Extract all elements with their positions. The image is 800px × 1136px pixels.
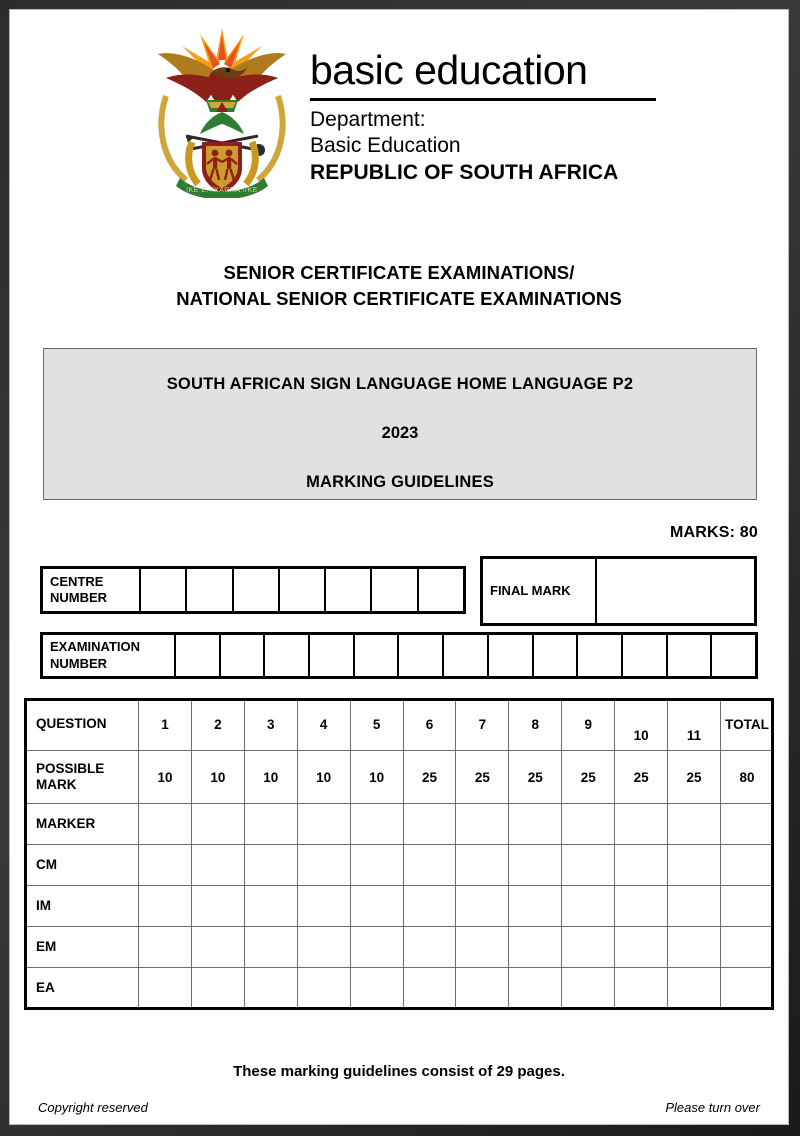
mark-entry-cell[interactable] (562, 886, 615, 927)
mark-entry-cell[interactable] (297, 968, 350, 1009)
examination-number-cell[interactable] (534, 635, 579, 676)
mark-row-label: EA (25, 968, 139, 1009)
examination-number-label-line1: EXAMINATION (50, 639, 141, 655)
centre-number-cell[interactable] (187, 569, 233, 611)
centre-number-label-line2: NUMBER (50, 590, 108, 605)
logo-divider (310, 98, 656, 101)
subject-document-type: MARKING GUIDELINES (306, 473, 494, 491)
possible-mark-cell: 25 (668, 751, 721, 804)
mark-entry-cell[interactable] (668, 927, 721, 968)
table-row (25, 927, 774, 968)
mark-entry-cell[interactable] (297, 845, 350, 886)
mark-entry-cell[interactable] (668, 968, 721, 1009)
mark-entry-cell[interactable] (668, 845, 721, 886)
examination-number-box (40, 632, 758, 679)
mark-entry-cell[interactable] (139, 804, 192, 845)
mark-entry-cell[interactable] (562, 927, 615, 968)
examination-number-cell[interactable] (489, 635, 534, 676)
possible-total-cell: 80 (720, 751, 773, 804)
examination-number-cell[interactable] (623, 635, 668, 676)
centre-number-cell[interactable] (326, 569, 372, 611)
question-number-cell: 10 (615, 699, 668, 751)
mark-entry-cell[interactable] (191, 845, 244, 886)
mark-entry-cell[interactable] (244, 886, 297, 927)
examination-number-cell[interactable] (176, 635, 221, 676)
logo-title: basic education (310, 47, 588, 93)
question-number-cell: 7 (456, 699, 509, 751)
page-sheet (9, 9, 789, 1125)
possible-mark-cell: 10 (139, 751, 192, 804)
mark-entry-cell[interactable] (720, 804, 773, 845)
mark-entry-cell[interactable] (668, 804, 721, 845)
examination-number-cell[interactable] (265, 635, 310, 676)
mark-entry-cell[interactable] (191, 804, 244, 845)
examination-number-cell[interactable] (310, 635, 355, 676)
mark-entry-cell[interactable] (509, 804, 562, 845)
question-number-cell: 11 (668, 699, 721, 751)
letterhead (10, 20, 788, 198)
mark-entry-cell[interactable] (403, 886, 456, 927)
mark-entry-cell[interactable] (403, 927, 456, 968)
examination-number-cells (176, 635, 755, 676)
centre-number-cell[interactable] (419, 569, 463, 611)
mark-entry-cell[interactable] (562, 804, 615, 845)
examination-number-label (43, 635, 176, 676)
logo-country: REPUBLIC OF SOUTH AFRICA (310, 160, 619, 184)
question-number-cell: 6 (403, 699, 456, 751)
mark-entry-cell[interactable] (191, 886, 244, 927)
mark-entry-cell[interactable] (403, 845, 456, 886)
centre-number-cell[interactable] (141, 569, 187, 611)
table-row (25, 886, 774, 927)
mark-entry-cell[interactable] (615, 886, 668, 927)
question-number-cell: 8 (509, 699, 562, 751)
table-row (25, 968, 774, 1009)
mark-entry-cell[interactable] (350, 845, 403, 886)
examination-number-cell[interactable] (221, 635, 266, 676)
subject-year: 2023 (381, 424, 419, 442)
final-mark-label (483, 559, 597, 623)
mark-row-label: MARKER (25, 804, 139, 845)
mark-entry-cell[interactable] (191, 927, 244, 968)
mark-entry-cell[interactable] (244, 927, 297, 968)
exam-heading (10, 260, 788, 313)
exam-heading-line1: SENIOR CERTIFICATE EXAMINATIONS/ (223, 262, 575, 283)
pages-note: These marking guidelines consist of 29 pages. (233, 1063, 565, 1080)
total-header-cell: TOTAL (720, 699, 773, 751)
final-mark-value-field[interactable] (597, 559, 754, 623)
mark-row-label: EM (25, 927, 139, 968)
mark-entry-cell[interactable] (139, 968, 192, 1009)
examination-number-cell[interactable] (578, 635, 623, 676)
examination-number-label-line2: NUMBER (50, 655, 108, 671)
question-header-label: QUESTION (25, 699, 139, 751)
table-row (25, 751, 774, 804)
centre-number-label (43, 569, 141, 611)
mark-entry-cell[interactable] (244, 968, 297, 1009)
possible-mark-cell: 25 (615, 751, 668, 804)
possible-mark-label: POSSIBLE MARK (25, 751, 139, 804)
centre-number-cell[interactable] (234, 569, 280, 611)
south-african-coat-of-arms-icon (142, 20, 302, 198)
mark-entry-cell[interactable] (297, 927, 350, 968)
mark-entry-cell[interactable] (720, 886, 773, 927)
subject-box (43, 348, 757, 500)
mark-entry-cell[interactable] (720, 845, 773, 886)
mark-row-label: CM (25, 845, 139, 886)
mark-entry-cell[interactable] (244, 845, 297, 886)
logo-wordmark (310, 20, 656, 186)
mark-entry-cell[interactable] (350, 804, 403, 845)
possible-mark-cell: 10 (191, 751, 244, 804)
mark-entry-cell[interactable] (297, 804, 350, 845)
mark-entry-cell[interactable] (139, 845, 192, 886)
mark-entry-cell[interactable] (456, 927, 509, 968)
examination-number-cell[interactable] (444, 635, 489, 676)
footer (38, 1100, 760, 1115)
marks-table (24, 698, 774, 1009)
total-marks-label: MARKS: 80 (669, 524, 758, 541)
possible-mark-cell: 10 (297, 751, 350, 804)
mark-entry-cell[interactable] (350, 886, 403, 927)
mark-entry-cell[interactable] (456, 968, 509, 1009)
mark-entry-cell[interactable] (509, 886, 562, 927)
table-row (25, 845, 774, 886)
final-mark-label-text: FINAL MARK (490, 582, 571, 598)
mark-entry-cell[interactable] (615, 845, 668, 886)
centre-number-label-line1: CENTRE (50, 573, 104, 589)
mark-entry-cell[interactable] (456, 886, 509, 927)
final-mark-box (480, 556, 757, 626)
mark-entry-cell[interactable] (139, 927, 192, 968)
centre-number-box (40, 566, 466, 614)
examination-number-cell[interactable] (668, 635, 713, 676)
turn-over-notice: Please turn over (665, 1100, 760, 1115)
logo-department-line: Department: (310, 108, 426, 131)
copyright-notice: Copyright reserved (38, 1100, 148, 1115)
mark-entry-cell[interactable] (509, 845, 562, 886)
mark-entry-cell[interactable] (403, 968, 456, 1009)
exam-heading-line2: NATIONAL SENIOR CERTIFICATE EXAMINATIONS (176, 288, 622, 310)
mark-entry-cell[interactable] (191, 968, 244, 1009)
mark-entry-cell[interactable] (509, 927, 562, 968)
mark-entry-cell[interactable] (244, 804, 297, 845)
mark-entry-cell[interactable] (139, 886, 192, 927)
mark-entry-cell[interactable] (720, 927, 773, 968)
mark-entry-cell[interactable] (615, 927, 668, 968)
possible-mark-cell: 25 (403, 751, 456, 804)
centre-number-cell[interactable] (372, 569, 418, 611)
mark-entry-cell[interactable] (615, 968, 668, 1009)
examination-number-cell[interactable] (355, 635, 400, 676)
mark-entry-cell[interactable] (720, 968, 773, 1009)
question-number-cell: 1 (139, 699, 192, 751)
mark-entry-cell[interactable] (562, 968, 615, 1009)
subject-name: SOUTH AFRICAN SIGN LANGUAGE HOME LANGUAGE P2 (166, 375, 634, 393)
possible-mark-cell: 25 (509, 751, 562, 804)
possible-mark-cell: 25 (562, 751, 615, 804)
mark-entry-cell[interactable] (615, 804, 668, 845)
mark-entry-cell[interactable] (297, 886, 350, 927)
examination-number-cell[interactable] (712, 635, 755, 676)
question-number-cell: 4 (297, 699, 350, 751)
mark-row-label: IM (25, 886, 139, 927)
logo-department-name: Basic Education (310, 134, 461, 158)
mark-entry-cell[interactable] (509, 968, 562, 1009)
table-row (25, 699, 774, 751)
examination-number-cell[interactable] (399, 635, 444, 676)
mark-entry-cell[interactable] (456, 845, 509, 886)
question-number-cell: 5 (350, 699, 403, 751)
question-number-cell: 9 (562, 699, 615, 751)
possible-mark-cell: 10 (244, 751, 297, 804)
mark-entry-cell[interactable] (456, 804, 509, 845)
mark-entry-cell[interactable] (562, 845, 615, 886)
mark-entry-cell[interactable] (350, 927, 403, 968)
question-number-cell: 2 (191, 699, 244, 751)
question-number-cell: 3 (244, 699, 297, 751)
svg-text:!KE E: /XARRA //KE: !KE E: /XARRA //KE (186, 187, 258, 194)
possible-mark-cell: 10 (350, 751, 403, 804)
centre-number-cells (141, 569, 463, 611)
table-row (25, 804, 774, 845)
centre-number-cell[interactable] (280, 569, 326, 611)
possible-mark-cell: 25 (456, 751, 509, 804)
mark-entry-cell[interactable] (668, 886, 721, 927)
mark-entry-cell[interactable] (350, 968, 403, 1009)
mark-entry-cell[interactable] (403, 804, 456, 845)
